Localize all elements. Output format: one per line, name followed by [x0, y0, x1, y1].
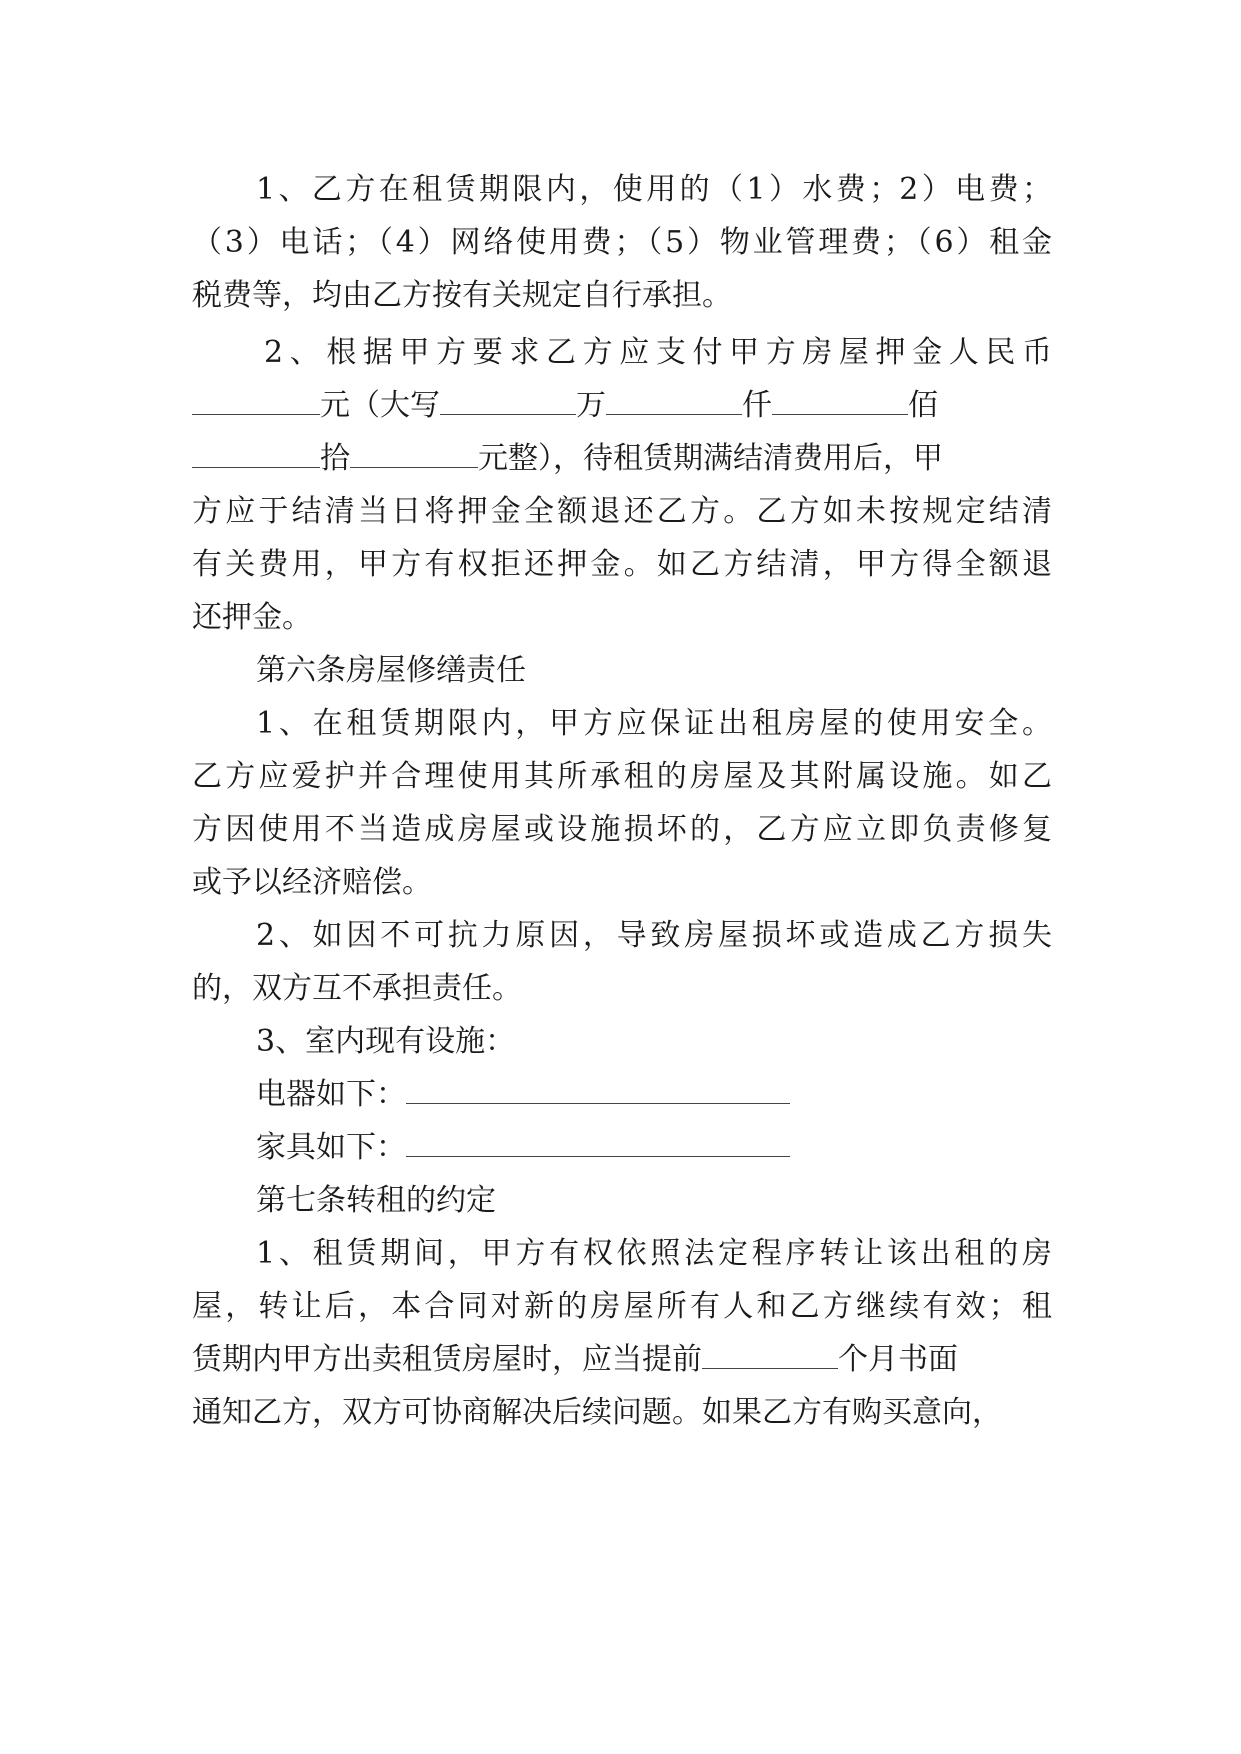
paragraph-line: 1、租赁期间，甲方有权依照法定程序转让该出租的房 [256, 1236, 1052, 1271]
paragraph-line: 乙方应爱护并合理使用其所承租的房屋及其附属设施。如乙 [192, 759, 1052, 794]
paragraph-line: 拾 元整），待租赁期满结清费用后，甲 [192, 429, 1052, 489]
section-heading: 第六条房屋修缮责任 [256, 653, 526, 688]
fill-in-blank [192, 388, 320, 415]
paragraph-line: 1、在租赁期限内，甲方应保证出租房屋的使用安全。 [256, 706, 1052, 741]
paragraph-line: 方应于结清当日将押金全额退还乙方。乙方如未按规定结清 [192, 494, 1052, 529]
fill-in-blank [772, 388, 908, 415]
paragraph-line: 2、根据甲方要求乙方应支付甲方房屋押金人民币 [264, 335, 1052, 370]
fill-in-blank [406, 1077, 790, 1104]
paragraph-line: 税费等，均由乙方按有关规定自行承担。 [192, 278, 732, 313]
paragraph-line: 屋，转让后，本合同对新的房屋所有人和乙方继续有效；租 [192, 1289, 1052, 1324]
paragraph-line: 通知乙方，双方可协商解决后续问题。如果乙方有购买意向， [192, 1395, 1002, 1430]
fill-in-blank [406, 1130, 790, 1157]
paragraph-line: 元（大写 万 仟 佰 [192, 376, 1052, 436]
fill-in-blank [702, 1342, 838, 1369]
paragraph-line: 方因使用不当造成房屋或设施损坏的，乙方应立即负责修复 [192, 812, 1052, 847]
furniture-line: 家具如下： [192, 1118, 1052, 1178]
fill-in-blank [440, 388, 576, 415]
paragraph-line: 还押金。 [192, 600, 312, 635]
fill-in-blank [606, 388, 742, 415]
paragraph-line: 或予以经济赔偿。 [192, 865, 432, 900]
paragraph-line: （3）电话；（4）网络使用费；（5）物业管理费；（6）租金 [192, 225, 1052, 260]
paragraph-line: 1、乙方在租赁期限内，使用的（1）水费；2）电费； [256, 172, 1052, 207]
paragraph-line: 赁期内甲方出卖租赁房屋时，应当提前 个月书面 [192, 1342, 958, 1377]
paragraph-line: 的，双方互不承担责任。 [192, 971, 522, 1006]
section-heading: 第七条转租的约定 [256, 1183, 496, 1218]
paragraph-line: 有关费用，甲方有权拒还押金。如乙方结清，甲方得全额退 [192, 547, 1052, 582]
paragraph-line: 3、室内现有设施： [256, 1024, 516, 1059]
paragraph-line: 2、如因不可抗力原因，导致房屋损坏或造成乙方损失 [256, 918, 1052, 953]
fill-in-blank [350, 441, 478, 468]
appliances-line: 电器如下： [192, 1065, 1052, 1125]
fill-in-blank [192, 441, 320, 468]
